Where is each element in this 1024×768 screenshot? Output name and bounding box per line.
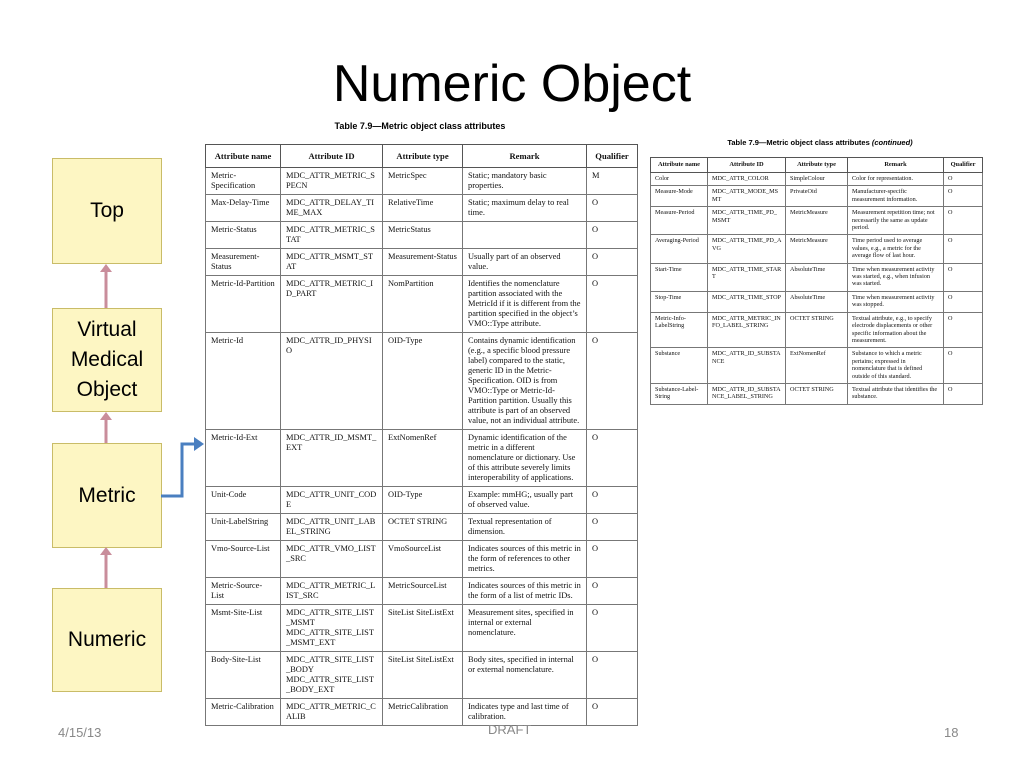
table-row xyxy=(206,195,638,222)
table-cell: OCTET STRING xyxy=(786,312,848,348)
table-cell: SimpleColour xyxy=(786,173,848,186)
table-cell: MDC_ATTR_METRIC_CALIB xyxy=(281,699,383,726)
table-cell: Metric-Source-List xyxy=(206,578,281,605)
table-cell: Metric-Info-LabelString xyxy=(651,312,708,348)
table-cell: O xyxy=(944,263,983,291)
cont-table-caption xyxy=(690,138,950,147)
table-cell: Static; maximum delay to real time. xyxy=(463,195,587,222)
table-cell: MDC_ATTR_COLOR xyxy=(708,173,786,186)
table-row xyxy=(651,263,983,291)
table-cell xyxy=(463,222,587,249)
table-cell: Substance-Label-String xyxy=(651,383,708,404)
table-cell: Time period used to average values, e.g., a metric for the average flow of last hour. xyxy=(848,235,944,263)
table-cell: O xyxy=(944,312,983,348)
table-row xyxy=(651,383,983,404)
table-cell: Vmo-Source-List xyxy=(206,541,281,578)
table-cell: Unit-Code xyxy=(206,487,281,514)
table-cell: OCTET STRING xyxy=(786,383,848,404)
table-cell: M xyxy=(587,168,638,195)
table-cell: Averaging-Period xyxy=(651,235,708,263)
table-cell: RelativeTime xyxy=(383,195,463,222)
table-cell: MDC_ATTR_SITE_LIST_MSMT MDC_ATTR_SITE_LIST_MSMT_EXT xyxy=(281,605,383,652)
table-cell: Example: mmHG;, usually part of observed value. xyxy=(463,487,587,514)
table-cell: O xyxy=(587,514,638,541)
table-cell: MDC_ATTR_MSMT_STAT xyxy=(281,249,383,276)
table-cell: MetricStatus xyxy=(383,222,463,249)
table-cell: O xyxy=(944,186,983,207)
table-cell: Stop-Time xyxy=(651,291,708,312)
vmo-label-line: Object xyxy=(76,378,138,401)
table-cell: O xyxy=(944,383,983,404)
table-cell: O xyxy=(587,430,638,487)
table-cell: Manufacturer-specific measurement information. xyxy=(848,186,944,207)
slide-title: Numeric Object xyxy=(332,55,692,113)
table-cell: AbsoluteTime xyxy=(786,263,848,291)
table-cell: O xyxy=(587,195,638,222)
main-table-caption: Table 7.9—Metric object class attributes xyxy=(334,121,506,131)
table-cell: MDC_ATTR_UNIT_CODE xyxy=(281,487,383,514)
table-cell: OID-Type xyxy=(383,333,463,430)
table-row xyxy=(651,173,983,186)
table-row xyxy=(206,514,638,541)
table-cell: Msmt-Site-List xyxy=(206,605,281,652)
table-cell: Indicates type and last time of calibration. xyxy=(463,699,587,726)
top-box xyxy=(52,158,162,264)
table-row xyxy=(206,699,638,726)
table-cell: Substance to which a metric pertains; expressed in nomenclature that is defined outside of this standard. xyxy=(848,348,944,384)
column-header: Attribute ID xyxy=(281,145,383,168)
table-row xyxy=(206,541,638,578)
table-cell: Metric-Calibration xyxy=(206,699,281,726)
table-cell: O xyxy=(587,699,638,726)
table-cell: O xyxy=(587,652,638,699)
table-row xyxy=(651,235,983,263)
table-cell: Metric-Specification xyxy=(206,168,281,195)
metric-box-label: Metric xyxy=(78,483,136,507)
table-cell: MDC_ATTR_METRIC_INFO_LABEL_STRING xyxy=(708,312,786,348)
connector-arrow-icon xyxy=(160,434,206,500)
table-cell: MDC_ATTR_VMO_LIST_SRC xyxy=(281,541,383,578)
table-cell: Measurement-Status xyxy=(383,249,463,276)
table-cell: MDC_ATTR_METRIC_SPECN xyxy=(281,168,383,195)
table-row xyxy=(206,276,638,333)
table-cell: Metric-Id-Partition xyxy=(206,276,281,333)
metric-box xyxy=(52,443,162,548)
arrow-up-icon xyxy=(99,546,113,588)
table-cell: AbsoluteTime xyxy=(786,291,848,312)
table-cell: Measure-Mode xyxy=(651,186,708,207)
table-cell: MetricSpec xyxy=(383,168,463,195)
table-cell: Color xyxy=(651,173,708,186)
slide-date: 4/15/13 xyxy=(58,725,102,740)
table-row xyxy=(651,312,983,348)
table-cell: O xyxy=(587,541,638,578)
cont-caption-text: Table 7.9—Metric object class attributes xyxy=(727,138,870,147)
table-cell: MDC_ATTR_ID_PHYSIO xyxy=(281,333,383,430)
page-number: 18 xyxy=(944,725,959,740)
table-cell: O xyxy=(587,276,638,333)
table-cell: MDC_ATTR_TIME_STOP xyxy=(708,291,786,312)
table-cell: O xyxy=(944,173,983,186)
table-cell: Metric-Status xyxy=(206,222,281,249)
table-cell: Color for representation. xyxy=(848,173,944,186)
table-cell: MetricCalibration xyxy=(383,699,463,726)
cont-table-body xyxy=(651,173,983,405)
table-row xyxy=(206,168,638,195)
table-row xyxy=(651,207,983,235)
table-cell: NomPartition xyxy=(383,276,463,333)
continued-attributes-table xyxy=(650,157,983,405)
table-cell: O xyxy=(587,487,638,514)
table-cell: MetricMeasure xyxy=(786,235,848,263)
table-cell: ExtNomenRef xyxy=(786,348,848,384)
table-cell: MDC_ATTR_METRIC_STAT xyxy=(281,222,383,249)
table-cell: Textual representation of dimension. xyxy=(463,514,587,541)
table-cell: O xyxy=(587,249,638,276)
table-cell: MDC_ATTR_MODE_MSMT xyxy=(708,186,786,207)
table-cell: Substance xyxy=(651,348,708,384)
table-cell: MetricMeasure xyxy=(786,207,848,235)
column-header: Attribute name xyxy=(206,145,281,168)
column-header: Remark xyxy=(848,158,944,173)
table-cell: Measurement sites, specified in internal or external nomenclature. xyxy=(463,605,587,652)
table-cell: Metric-Id xyxy=(206,333,281,430)
table-cell: MDC_ATTR_UNIT_LABEL_STRING xyxy=(281,514,383,541)
table-row xyxy=(206,578,638,605)
table-cell: O xyxy=(587,578,638,605)
virtual-medical-object-box xyxy=(52,308,162,412)
table-cell: MDC_ATTR_DELAY_TIME_MAX xyxy=(281,195,383,222)
vmo-label-line: Medical xyxy=(70,348,144,371)
table-cell: O xyxy=(944,348,983,384)
numeric-box-label: Numeric xyxy=(67,628,147,651)
table-cell: Measurement repetition time; not necessarily the same as update period. xyxy=(848,207,944,235)
table-cell: MDC_ATTR_ID_SUBSTANCE_LABEL_STRING xyxy=(708,383,786,404)
table-cell: Body-Site-List xyxy=(206,652,281,699)
arrow-up-icon xyxy=(99,263,113,308)
table-cell: Start-Time xyxy=(651,263,708,291)
table-header-row xyxy=(651,158,983,173)
column-header: Remark xyxy=(463,145,587,168)
table-cell: Indicates sources of this metric in the form of references to other metrics. xyxy=(463,541,587,578)
table-row xyxy=(206,249,638,276)
table-cell: Dynamic identification of the metric in a different nomenclature or dictionary. Use of this attribute severely limits interoperability of applications. xyxy=(463,430,587,487)
arrow-up-icon xyxy=(99,411,113,443)
table-cell: MDC_ATTR_TIME_PD_AVG xyxy=(708,235,786,263)
table-row xyxy=(651,186,983,207)
table-row xyxy=(206,333,638,430)
table-cell: O xyxy=(587,333,638,430)
table-cell: Unit-LabelString xyxy=(206,514,281,541)
column-header: Attribute name xyxy=(651,158,708,173)
table-cell: MDC_ATTR_ID_MSMT_EXT xyxy=(281,430,383,487)
table-cell: OID-Type xyxy=(383,487,463,514)
table-cell: MDC_ATTR_METRIC_LIST_SRC xyxy=(281,578,383,605)
column-header: Qualifier xyxy=(944,158,983,173)
table-cell: Contains dynamic identification (e.g., a specific blood pressure label) compared to the static, generic ID in the Metric-Specification. OID is from VMO::Type or Metric-Id-Partition partition. Usually this attribute is part of an observed value, not an individual attribute. xyxy=(463,333,587,430)
table-cell: O xyxy=(587,605,638,652)
table-cell: O xyxy=(944,207,983,235)
table-row xyxy=(651,348,983,384)
table-cell: Identifies the nomenclature partition associated with the MetricId if it is different from the partition specified in the object’s VMO::Type attribute. xyxy=(463,276,587,333)
table-cell: SiteList SiteListExt xyxy=(383,652,463,699)
table-cell: MDC_ATTR_METRIC_ID_PART xyxy=(281,276,383,333)
table-cell: MDC_ATTR_SITE_LIST_BODY MDC_ATTR_SITE_LIST_BODY_EXT xyxy=(281,652,383,699)
table-cell: ExtNomenRef xyxy=(383,430,463,487)
table-row xyxy=(206,605,638,652)
table-cell: MDC_ATTR_ID_SUBSTANCE xyxy=(708,348,786,384)
table-cell: Body sites, specified in internal or external nomenclature. xyxy=(463,652,587,699)
table-cell: Indicates sources of this metric in the form of a list of metric IDs. xyxy=(463,578,587,605)
table-cell: Metric-Id-Ext xyxy=(206,430,281,487)
table-cell: O xyxy=(587,222,638,249)
draft-label: DRAFT xyxy=(488,722,532,737)
table-row xyxy=(206,652,638,699)
table-cell: OCTET STRING xyxy=(383,514,463,541)
table-cell: VmoSourceList xyxy=(383,541,463,578)
table-cell: O xyxy=(944,235,983,263)
table-cell: Static; mandatory basic properties. xyxy=(463,168,587,195)
table-cell: Textual attribute, e.g., to specify electrode displacements or other specific information about the measurement. xyxy=(848,312,944,348)
column-header: Attribute type xyxy=(383,145,463,168)
table-row xyxy=(206,430,638,487)
column-header: Attribute ID xyxy=(708,158,786,173)
main-attributes-table xyxy=(205,144,638,726)
main-table-body xyxy=(206,168,638,726)
numeric-box xyxy=(52,588,162,692)
table-cell: Measurement-Status xyxy=(206,249,281,276)
table-cell: Usually part of an observed value. xyxy=(463,249,587,276)
top-box-label: Top xyxy=(90,199,124,222)
table-cell: MetricSourceList xyxy=(383,578,463,605)
table-row xyxy=(206,487,638,514)
column-header: Attribute type xyxy=(786,158,848,173)
table-cell: Textual attribute that identifies the substance. xyxy=(848,383,944,404)
cont-caption-suffix: (continued) xyxy=(871,138,913,147)
table-cell: MDC_ATTR_TIME_START xyxy=(708,263,786,291)
table-cell: MDC_ATTR_TIME_PD_MSMT xyxy=(708,207,786,235)
table-cell: Time when measurement activity was stopped. xyxy=(848,291,944,312)
table-cell: Measure-Period xyxy=(651,207,708,235)
table-header-row xyxy=(206,145,638,168)
table-cell: PrivateOid xyxy=(786,186,848,207)
table-row xyxy=(651,291,983,312)
table-row xyxy=(206,222,638,249)
table-cell: Time when measurement activity was started, e.g., when infusion was started. xyxy=(848,263,944,291)
column-header: Qualifier xyxy=(587,145,638,168)
vmo-label-line: Virtual xyxy=(77,318,137,341)
table-cell: O xyxy=(944,291,983,312)
table-cell: SiteList SiteListExt xyxy=(383,605,463,652)
table-cell: Max-Delay-Time xyxy=(206,195,281,222)
